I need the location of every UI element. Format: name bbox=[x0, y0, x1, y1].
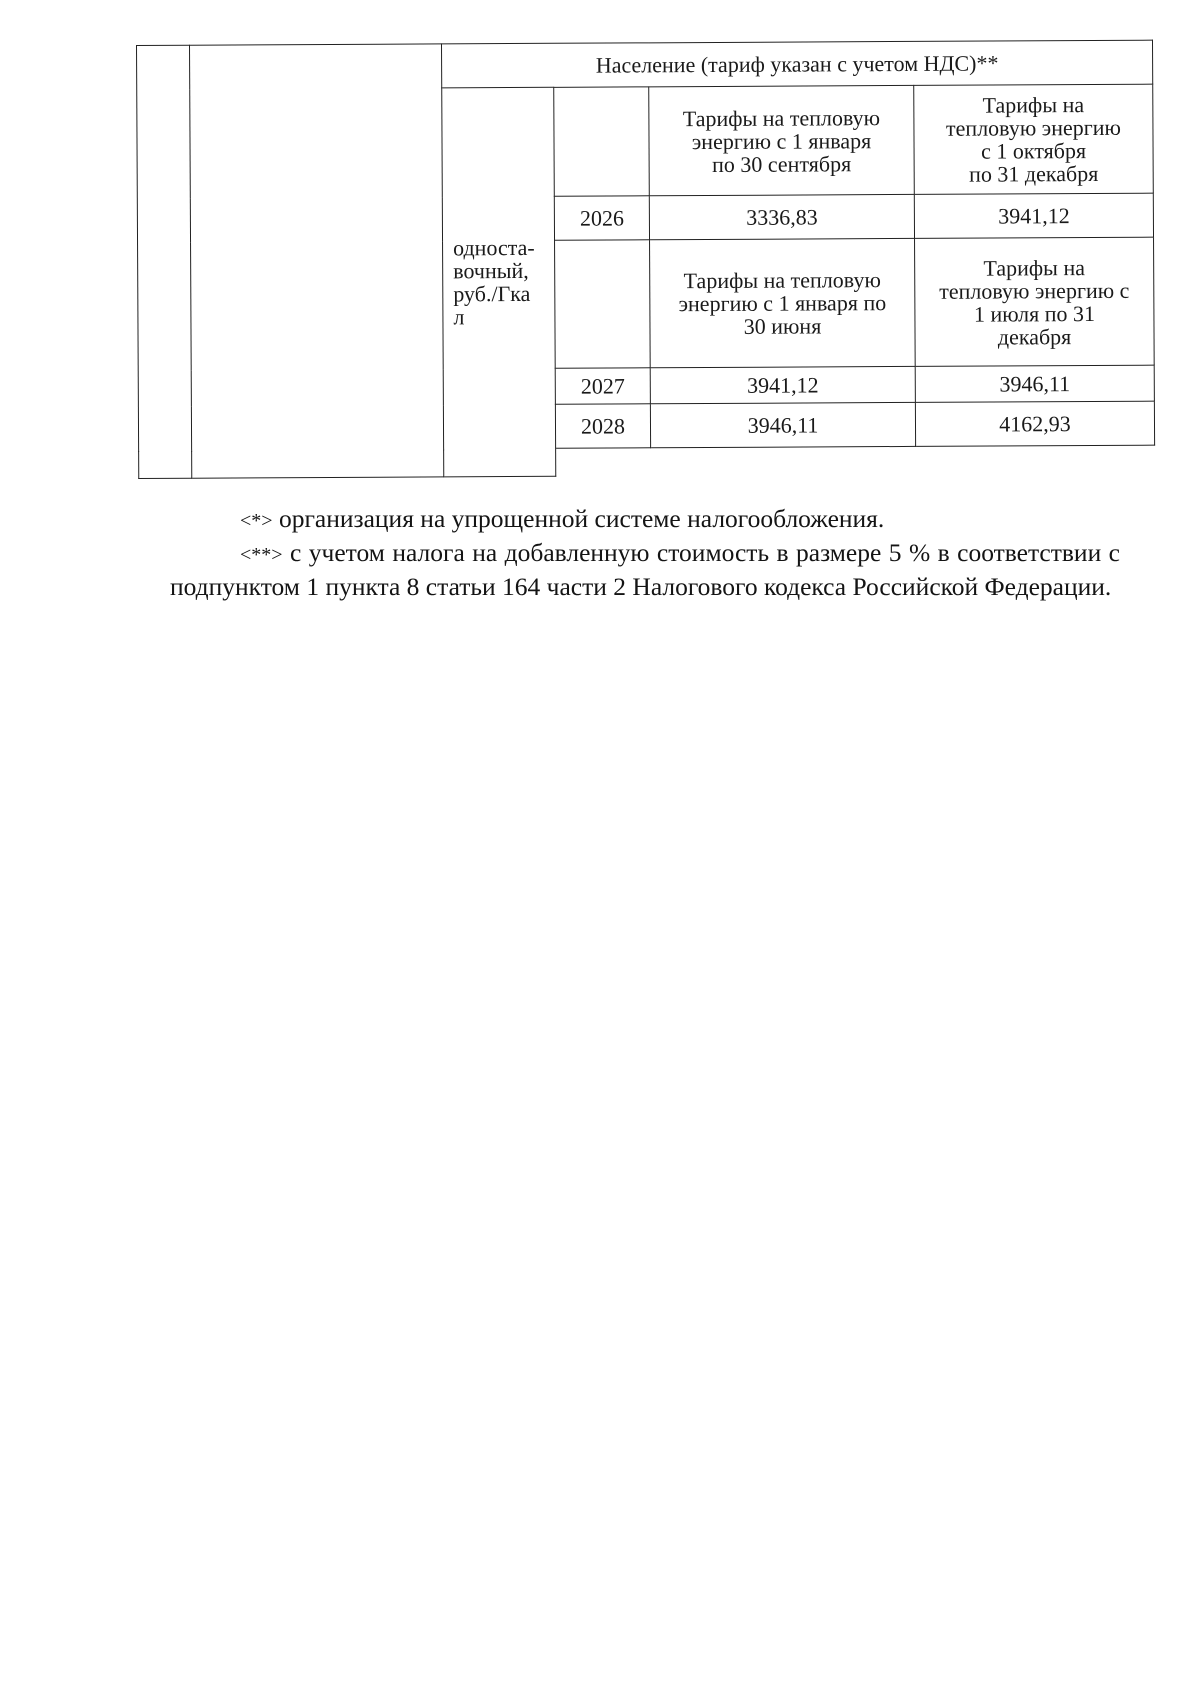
tariff-value-cell: 3946,11 bbox=[915, 365, 1154, 402]
footnote bbox=[170, 537, 1120, 602]
header-line: с 1 октября bbox=[981, 138, 1087, 164]
year-header-cell bbox=[554, 87, 650, 196]
group-header-text: Население (тариф указан с учетом НДС)** bbox=[595, 50, 999, 78]
header-line: тепловую энергию с bbox=[939, 277, 1130, 304]
year-cell: 2028 bbox=[555, 404, 650, 448]
header-line: 30 июня bbox=[743, 313, 822, 339]
organization-cell bbox=[190, 44, 444, 478]
header-line: Тарифы на bbox=[982, 92, 1085, 118]
header-line: по 30 сентября bbox=[712, 150, 852, 177]
header-line: Тарифы на тепловую bbox=[682, 104, 881, 131]
tariff-value-cell: 3941,12 bbox=[650, 366, 915, 403]
tariff-value-cell: 3946,11 bbox=[650, 402, 915, 447]
footnote-marker: <**> bbox=[240, 544, 283, 566]
footnote-text: с учетом налога на добавленную стоимость в размере 5 % в соответствии с подпунктом 1 пункта 8 статьи 164 части 2 Налогового кодекса Российской Федерации. bbox=[170, 538, 1120, 601]
tariff-value-cell: 3336,83 bbox=[649, 194, 914, 239]
header-line: тепловую энергию bbox=[945, 114, 1121, 141]
period-header-cell bbox=[649, 85, 915, 195]
year-cell: 2026 bbox=[554, 196, 649, 240]
table-row bbox=[137, 40, 1153, 89]
header-line: энергию с 1 января по bbox=[678, 290, 887, 317]
footnotes bbox=[170, 503, 1120, 602]
tariff-value-cell: 3941,12 bbox=[914, 193, 1153, 238]
footnote-text: организация на упрощенной системе налогообложения. bbox=[272, 504, 885, 533]
unit-line: вочный, bbox=[453, 257, 529, 284]
footnote bbox=[170, 503, 1120, 537]
header-line: 1 июля по 31 bbox=[973, 300, 1096, 327]
tariff-table bbox=[136, 40, 1155, 479]
header-line: Тарифы на тепловую bbox=[683, 267, 881, 294]
unit-line: односта- bbox=[453, 234, 535, 261]
header-line: Тарифы на bbox=[983, 254, 1086, 281]
period-header-cell bbox=[650, 238, 916, 367]
tariff-value-cell: 4162,93 bbox=[915, 401, 1154, 446]
header-line: декабря bbox=[997, 323, 1072, 349]
period-header-cell bbox=[915, 237, 1155, 366]
header-line: энергию с 1 января bbox=[691, 127, 872, 154]
year-header-cell bbox=[555, 240, 651, 368]
footnote-marker: <*> bbox=[240, 510, 273, 532]
header-line: по 31 декабря bbox=[969, 160, 1099, 187]
period-header-cell bbox=[914, 84, 1154, 194]
unit-line: руб./Гка bbox=[453, 280, 531, 307]
unit-cell bbox=[442, 87, 556, 477]
group-header-cell bbox=[441, 40, 1152, 88]
unit-line: л bbox=[453, 304, 465, 330]
index-cell bbox=[137, 45, 192, 478]
year-cell: 2027 bbox=[555, 368, 650, 404]
